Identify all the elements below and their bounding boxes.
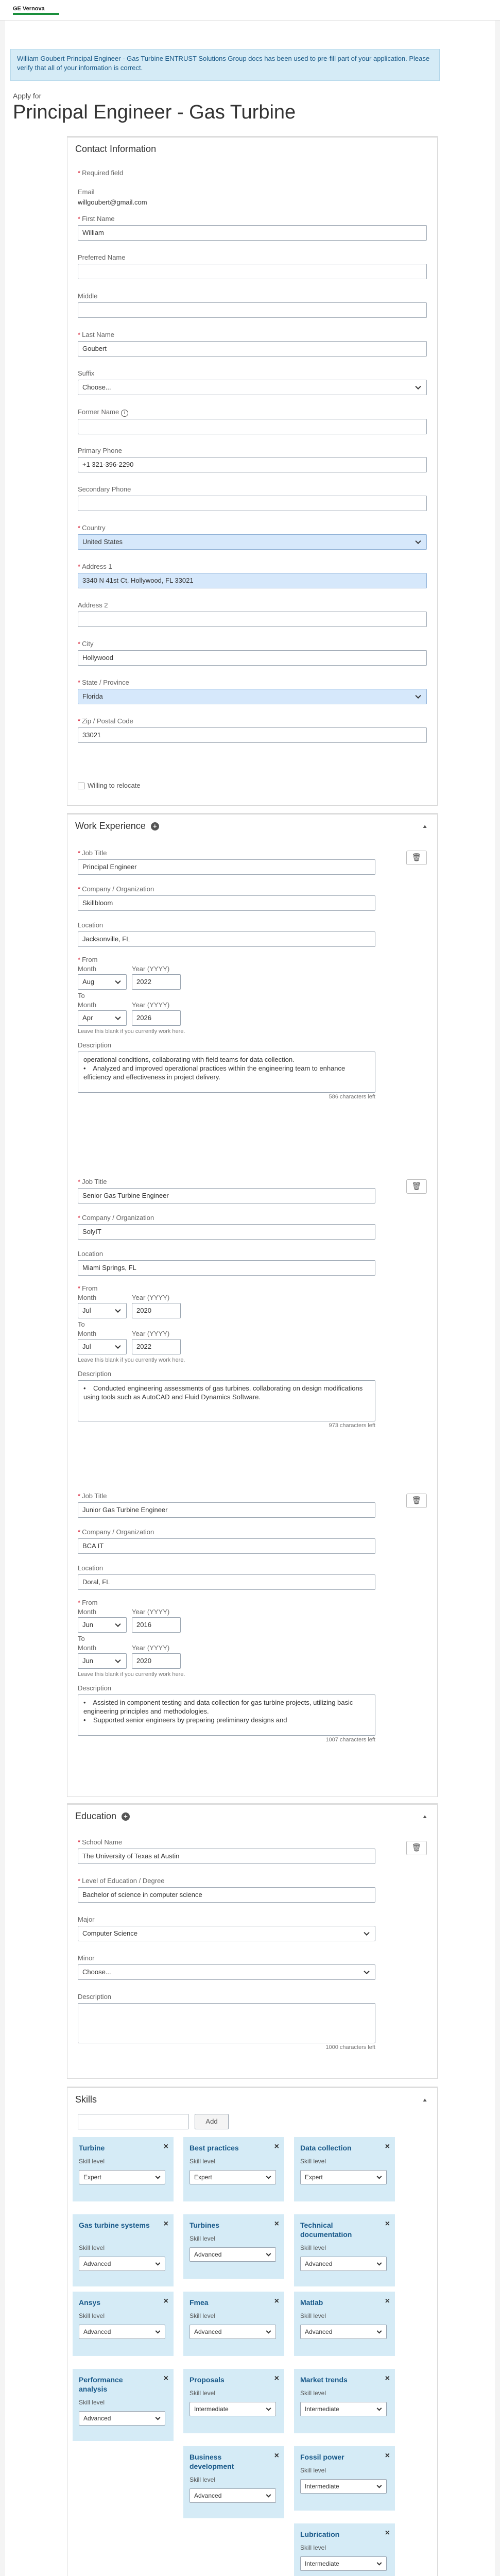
skill-name: Market trends	[300, 2376, 348, 2384]
skill-name: Fossil power	[300, 2453, 344, 2461]
skill-name: Matlab	[300, 2298, 323, 2307]
suffix-select[interactable]: Choose...	[78, 380, 427, 395]
from-year-input[interactable]: 2020	[132, 1303, 181, 1318]
skill-level-label: Skill level	[300, 2244, 326, 2251]
delete-work-button[interactable]: 🗑	[406, 851, 427, 865]
work-remaining: 973 characters left	[329, 1422, 375, 1429]
address2-input[interactable]	[78, 612, 427, 627]
work-remaining: 1007 characters left	[325, 1737, 375, 1743]
to-year-label: Year (YYYY)	[132, 1330, 170, 1337]
location-label: Location	[78, 921, 104, 929]
suffix-label: Suffix	[78, 369, 95, 377]
primary-phone-input[interactable]: +1 321-396-2290	[78, 457, 427, 472]
country-label: Country	[82, 524, 106, 532]
former-name-label: Former Name	[78, 408, 119, 416]
description-label: Description	[78, 1370, 112, 1378]
last-name-input[interactable]: Goubert	[78, 341, 427, 357]
remove-skill-icon[interactable]: ×	[385, 2529, 390, 2537]
remove-skill-icon[interactable]: ×	[274, 2142, 279, 2151]
company-input[interactable]: Skillbloom	[78, 895, 375, 911]
contact-heading: Contact Information	[75, 144, 157, 154]
remove-skill-icon[interactable]: ×	[274, 2451, 279, 2460]
remove-skill-icon[interactable]: ×	[274, 2297, 279, 2306]
skill-level-select[interactable]: Intermediate	[300, 2402, 387, 2416]
skill-level-label: Skill level	[189, 2389, 216, 2397]
preferred-name-label: Preferred Name	[78, 253, 126, 261]
to-month-label: Month	[78, 1001, 97, 1009]
from-year-input[interactable]: 2022	[132, 974, 181, 990]
to-year-label: Year (YYYY)	[132, 1001, 170, 1009]
job-title-input[interactable]: Principal Engineer	[78, 859, 375, 875]
skill-level-label: Skill level	[79, 2244, 105, 2251]
location-input[interactable]: Miami Springs, FL	[78, 1260, 375, 1276]
remove-skill-icon[interactable]: ×	[385, 2297, 390, 2306]
apply-for-label: Apply for	[13, 92, 42, 100]
skill-card	[294, 2137, 395, 2201]
remove-skill-icon[interactable]: ×	[385, 2374, 390, 2383]
skill-card	[294, 2446, 395, 2511]
delete-education-button[interactable]: 🗑	[406, 1841, 427, 1855]
remove-skill-icon[interactable]: ×	[163, 2297, 168, 2306]
skill-level-select[interactable]: Intermediate	[189, 2402, 276, 2416]
work-description-textarea[interactable]: • Assisted in component testing and data collection for gas turbine projects, utilizing basic engineering principles and methodologies. • Supported senior engineers by preparing preliminary designs and	[78, 1694, 375, 1736]
to-year-input[interactable]: 2022	[132, 1339, 181, 1354]
delete-work-button[interactable]: 🗑	[406, 1494, 427, 1508]
email-value: willgoubert@gmail.com	[78, 198, 147, 206]
relocate-label: Willing to relocate	[88, 782, 141, 789]
skill-card	[294, 2214, 395, 2286]
job-title-input[interactable]: Junior Gas Turbine Engineer	[78, 1502, 375, 1518]
from-month-label: Month	[78, 1608, 97, 1616]
email-label: Email	[78, 188, 95, 196]
job-title-label: Job Title	[82, 1178, 107, 1185]
add-work-icon[interactable]: +	[151, 822, 159, 831]
skill-name: Business development	[189, 2453, 234, 2470]
first-name-label: First Name	[82, 215, 115, 223]
country-select[interactable]: United States	[78, 534, 427, 550]
from-year-label: Year (YYYY)	[132, 965, 170, 973]
location-input[interactable]: Doral, FL	[78, 1574, 375, 1590]
education-heading: Education	[75, 1811, 117, 1821]
skill-name: Fmea	[189, 2298, 209, 2307]
skill-card	[73, 2214, 174, 2286]
school-label: School Name	[82, 1838, 123, 1846]
minor-select[interactable]: Choose...	[78, 1964, 375, 1980]
to-year-input[interactable]: 2020	[132, 1653, 181, 1669]
skill-name: Performance analysis	[79, 2376, 123, 2393]
skill-name: Technical documentation	[300, 2221, 352, 2239]
to-month-label: Month	[78, 1330, 97, 1337]
skill-level-select[interactable]: Expert	[300, 2170, 387, 2184]
edu-remaining: 1000 characters left	[325, 2044, 375, 2050]
preferred-name-input[interactable]	[78, 264, 427, 279]
brand-logo-bar	[13, 13, 59, 15]
primary-phone-label: Primary Phone	[78, 447, 122, 454]
state-label: State / Province	[82, 679, 129, 686]
skill-name: Turbine	[79, 2144, 105, 2152]
skill-level-select[interactable]: Advanced	[79, 2325, 165, 2339]
collapse-education-icon[interactable]: ▲	[422, 1814, 428, 1820]
middle-name-label: Middle	[78, 292, 98, 300]
skill-card	[183, 2292, 284, 2356]
prefill-banner: William Goubert Principal Engineer - Gas Turbine ENTRUST Solutions Group docs has been used to pre-fill part of your application. Please verify that all of your information is correct.	[10, 49, 440, 81]
skill-level-label: Skill level	[300, 2544, 326, 2551]
to-month-select[interactable]: Jul	[78, 1339, 127, 1354]
company-label: Company / Organization	[82, 1214, 154, 1222]
company-label: Company / Organization	[82, 885, 154, 893]
skill-level-select[interactable]: Advanced	[189, 2488, 276, 2503]
skill-card	[73, 2292, 174, 2356]
work-description-textarea[interactable]: • Conducted engineering assessments of gas turbines, collaborating on design modifications using tools such as AutoCAD and Fluid Dynamics Software.	[78, 1380, 375, 1421]
skill-name: Turbines	[189, 2221, 220, 2229]
skill-card	[73, 2137, 174, 2201]
company-input[interactable]: SolyIT	[78, 1224, 375, 1240]
remove-skill-icon[interactable]: ×	[274, 2219, 279, 2228]
skill-level-select[interactable]: Advanced	[300, 2325, 387, 2339]
to-label: To	[78, 1320, 85, 1328]
from-label: From	[82, 956, 98, 963]
skill-name: Lubrication	[300, 2530, 340, 2538]
location-input[interactable]: Jacksonville, FL	[78, 931, 375, 947]
from-month-select[interactable]: Jun	[78, 1617, 127, 1633]
address2-label: Address 2	[78, 601, 108, 609]
skill-card	[73, 2369, 174, 2441]
skill-level-label: Skill level	[300, 2467, 326, 2474]
skill-level-select[interactable]: Advanced	[189, 2247, 276, 2262]
skill-level-label: Skill level	[189, 2476, 216, 2483]
major-label: Major	[78, 1916, 95, 1923]
brand-logo[interactable]: GE Vernova	[13, 6, 45, 12]
degree-input[interactable]: Bachelor of science in computer science	[78, 1887, 375, 1903]
remove-skill-icon[interactable]: ×	[274, 2374, 279, 2383]
from-month-select[interactable]: Aug	[78, 974, 127, 990]
from-month-select[interactable]: Jul	[78, 1303, 127, 1318]
to-year-label: Year (YYYY)	[132, 1644, 170, 1652]
secondary-phone-label: Secondary Phone	[78, 485, 131, 493]
skill-level-label: Skill level	[189, 2312, 216, 2319]
page-title: Principal Engineer - Gas Turbine	[13, 101, 296, 123]
skill-level-select[interactable]: Advanced	[189, 2325, 276, 2339]
job-title-label: Job Title	[82, 1492, 107, 1500]
last-name-label: Last Name	[82, 331, 114, 338]
skill-search-input[interactable]	[78, 2114, 188, 2129]
address1-input[interactable]: 3340 N 41st Ct, Hollywood, FL 33021	[78, 573, 427, 588]
skill-level-select[interactable]: Advanced	[79, 2257, 165, 2271]
collapse-work-icon[interactable]: ▲	[422, 823, 428, 829]
remove-skill-icon[interactable]: ×	[385, 2219, 390, 2228]
add-skill-button[interactable]: Add	[195, 2114, 229, 2129]
address1-label: Address 1	[82, 563, 112, 570]
skill-level-label: Skill level	[189, 2158, 216, 2165]
work-heading: Work Experience	[75, 821, 146, 831]
company-input[interactable]: BCA IT	[78, 1538, 375, 1554]
skill-name: Best practices	[189, 2144, 239, 2152]
skill-card	[183, 2369, 284, 2433]
from-year-label: Year (YYYY)	[132, 1294, 170, 1301]
work-remaining: 586 characters left	[329, 1094, 375, 1100]
minor-label: Minor	[78, 1954, 95, 1962]
to-month-select[interactable]: Jun	[78, 1653, 127, 1669]
work-experience-section: Work Experience + ▲ 🗑 * Job Title Principal Engineer * Company / Organization Skillbloom Location Jacksonville, FL * From Month Year (YYYY) Aug 2022 To Month Year (YYYY) Apr 2026 Leave this blank if you currently work here. Description operational conditions, collaborating with field teams for data collection. • Analyzed and improved operational practices within the engineering team to enhance efficiency and effectiveness in project delivery. 586 characters left 🗑 * Job Title Senior Gas Turbine Engineer * Company / Organization SolyIT Location Miami Springs, FL * From Month Year (YYYY) Jul 2020 To Month Year (YYYY) Jul 2022 Leave this blank if you currently work here. Description • Conducted engineering assessments of gas turbines, collaborating on design modifications using tools such as AutoCAD and Fluid Dynamics Software. 973 characters left 🗑 * Job Title Junior Gas Turbine Engineer * Company / Organization BCA IT Location Doral, FL * From Month Year (YYYY) Jun 2016 To Month Year (YYYY) Jun 2020 Leave this blank if you currently work here. Description • Assisted in component testing and data collection for gas turbine projects, utilizing basic engineering principles and methodologies. • Supported senior engineers by preparing preliminary designs and 1007 characters left	[67, 813, 438, 1797]
from-label: From	[82, 1284, 98, 1292]
skill-level-label: Skill level	[79, 2399, 105, 2406]
remove-skill-icon[interactable]: ×	[163, 2142, 168, 2151]
skill-name: Proposals	[189, 2376, 225, 2384]
state-select[interactable]: Florida	[78, 689, 427, 704]
to-label: To	[78, 992, 85, 999]
job-title-input[interactable]: Senior Gas Turbine Engineer	[78, 1188, 375, 1204]
skill-name: Gas turbine systems	[79, 2221, 150, 2229]
skill-level-label: Skill level	[79, 2312, 105, 2319]
delete-work-button[interactable]: 🗑	[406, 1179, 427, 1194]
skill-level-label: Skill level	[300, 2312, 326, 2319]
location-label: Location	[78, 1250, 104, 1258]
description-label: Description	[78, 1041, 112, 1049]
first-name-input[interactable]: William	[78, 225, 427, 241]
work-description-textarea[interactable]: operational conditions, collaborating with field teams for data collection. • Analyzed and improved operational practices within the engineering team to enhance efficiency and effectiveness in project delivery.	[78, 1052, 375, 1093]
from-year-label: Year (YYYY)	[132, 1608, 170, 1616]
collapse-skills-icon[interactable]: ▲	[422, 2097, 428, 2103]
skill-card	[183, 2446, 284, 2518]
skill-card	[294, 2523, 395, 2576]
required-note: Required field	[82, 169, 124, 177]
edu-description-textarea[interactable]	[78, 2003, 375, 2043]
middle-name-input[interactable]	[78, 302, 427, 318]
skills-section	[67, 2087, 438, 2576]
skill-level-select[interactable]: Advanced	[300, 2257, 387, 2271]
skill-card	[294, 2369, 395, 2433]
from-month-label: Month	[78, 1294, 97, 1301]
school-input[interactable]: The University of Texas at Austin	[78, 1849, 375, 1864]
secondary-phone-input[interactable]	[78, 496, 427, 511]
zip-input[interactable]: 33021	[78, 727, 427, 743]
job-title-label: Job Title	[82, 849, 107, 857]
skill-card	[294, 2292, 395, 2356]
skills-heading: Skills	[75, 2094, 97, 2105]
remove-skill-icon[interactable]: ×	[163, 2219, 168, 2228]
to-month-label: Month	[78, 1644, 97, 1652]
skill-level-select[interactable]: Intermediate	[300, 2556, 387, 2571]
skill-level-label: Skill level	[79, 2158, 105, 2165]
from-year-input[interactable]: 2016	[132, 1617, 181, 1633]
contact-section: Contact Information * Required field Email willgoubert@gmail.com * First Name William Preferred Name Middle * Last Name Goubert Suffix Choose... Former Name i Primary Phone +1 321-396-2290 Secondary Phone * Country United States * Address 1 3340 N 41st Ct, Hollywood, FL 33021 Address 2 * City Hollywood * State / Province Florida * Zip / Postal Code 33021 Willing to relocate	[67, 136, 438, 806]
to-year-input[interactable]: 2026	[132, 1010, 181, 1026]
remove-skill-icon[interactable]: ×	[385, 2142, 390, 2151]
info-icon[interactable]: i	[121, 410, 128, 417]
skill-name: Data collection	[300, 2144, 352, 2152]
skill-card	[183, 2214, 284, 2279]
degree-label: Level of Education / Degree	[82, 1877, 165, 1885]
remove-skill-icon[interactable]: ×	[163, 2374, 168, 2383]
skill-level-select[interactable]: Advanced	[79, 2411, 165, 2426]
former-name-input[interactable]	[78, 419, 427, 434]
from-label: From	[82, 1599, 98, 1606]
skill-level-label: Skill level	[300, 2389, 326, 2397]
company-label: Company / Organization	[82, 1528, 154, 1536]
skill-level-label: Skill level	[300, 2158, 326, 2165]
skill-card	[183, 2137, 284, 2201]
skill-name: Ansys	[79, 2298, 101, 2307]
education-section: Education + ▲ 🗑 * School Name The University of Texas at Austin * Level of Education / Degree Bachelor of science in computer science Major Computer Science Minor Choose... Description 1000 characters left	[67, 1803, 438, 2079]
skill-level-select[interactable]: Expert	[189, 2170, 276, 2184]
add-education-icon[interactable]: +	[122, 1812, 130, 1821]
top-bar	[0, 0, 500, 21]
skill-level-select[interactable]: Intermediate	[300, 2479, 387, 2494]
city-label: City	[82, 640, 94, 648]
to-label: To	[78, 1635, 85, 1642]
skill-level-select[interactable]: Expert	[79, 2170, 165, 2184]
leave-blank-hint: Leave this blank if you currently work here.	[78, 1028, 185, 1035]
to-month-select[interactable]: Apr	[78, 1010, 127, 1026]
leave-blank-hint: Leave this blank if you currently work here.	[78, 1671, 185, 1677]
relocate-checkbox[interactable]	[78, 783, 84, 789]
from-month-label: Month	[78, 965, 97, 973]
edu-description-label: Description	[78, 1993, 112, 2001]
leave-blank-hint: Leave this blank if you currently work here.	[78, 1357, 185, 1363]
remove-skill-icon[interactable]: ×	[385, 2451, 390, 2460]
city-input[interactable]: Hollywood	[78, 650, 427, 666]
description-label: Description	[78, 1684, 112, 1692]
skill-level-label: Skill level	[189, 2235, 216, 2242]
location-label: Location	[78, 1564, 104, 1572]
zip-label: Zip / Postal Code	[82, 717, 133, 725]
major-select[interactable]: Computer Science	[78, 1926, 375, 1941]
